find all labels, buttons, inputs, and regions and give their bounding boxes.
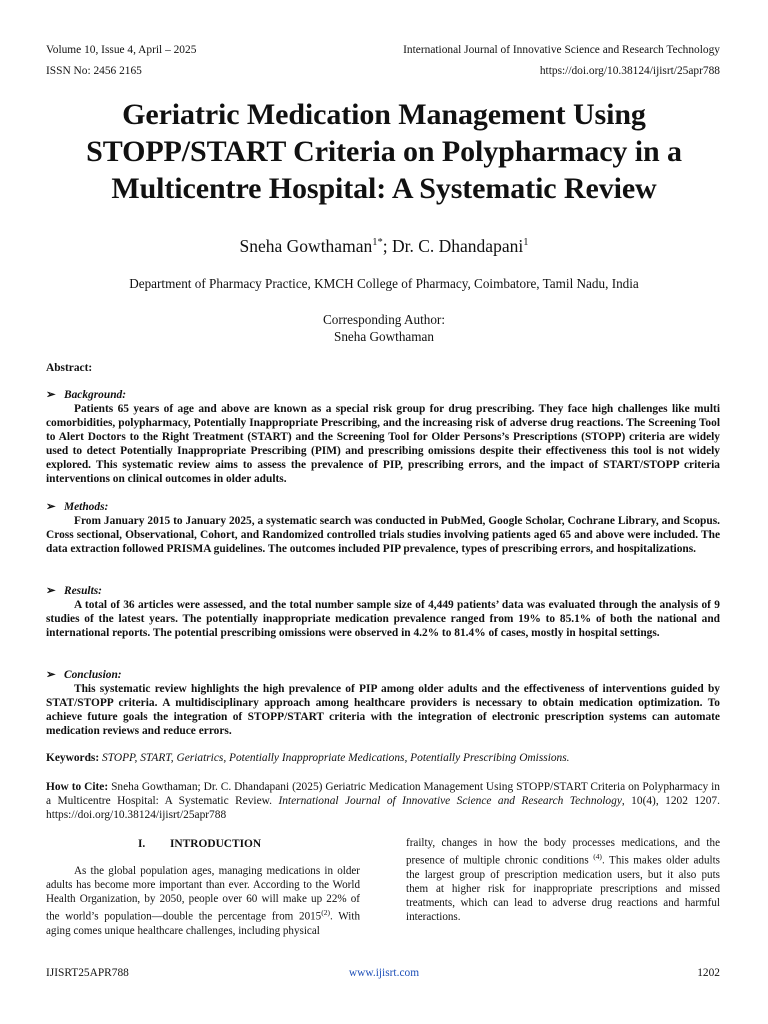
website-link[interactable]: www.ijisrt.com [348, 967, 420, 979]
intro-text: . This makes older adults the largest group of prescription medication users, but it also puts them at higher risk for inappropriate prescriptions and missed treatments, which can lead to adverse drug reactions and harmful interactions. [406, 854, 720, 923]
citation-ref: (4) [593, 852, 602, 861]
intro-text: . With aging comes unique healthcare challenges, including physical [46, 910, 360, 937]
bullet-arrow-icon: ➢ [46, 501, 56, 513]
how-to-cite [46, 780, 720, 822]
background-heading [46, 388, 126, 402]
keywords-label: Keywords: [46, 752, 100, 764]
results-text: A total of 36 articles were assessed, and the total number sample size of 4,449 patients’ data was evaluated through the analysis of 9 studies of the latest years. The potentially inappropriate medication prevalence ranged from 19% to 85.1% of both the national and international reports. The potential prescribing omissions were observed in 4.2% to 81.4% of cases, mostly in hospital settings. [46, 599, 720, 639]
author-separator: ; [382, 236, 392, 256]
page-number: 1202 [697, 967, 720, 979]
bullet-arrow-icon: ➢ [46, 389, 56, 401]
introduction-heading: INTRODUCTION [170, 838, 262, 850]
background-text: Patients 65 years of age and above are known as a special risk group for drug prescribing. They face high challenges like multi comorbidities, polypharmacy, Potentially Inappropriate Prescribing, and the increasing risk of adverse drug reactions. The Screening Tool to Alert Doctors to the Right Treatment (START) and the Screening Tool for Older Persons’s Prescriptions (STOPP) criteria are widely used to detect Potentially Inappropriate Prescribing (PIM) and prescribing omissions despite their effectiveness this tool is not widely explored. This systematic review aims to assess the prevalence of PIP, prescribing errors, and the impact of START/STOPP criteria interventions on clinical outcomes in older adults. [46, 403, 720, 485]
cite-text: Sneha Gowthaman; Dr. C. Dhandapani (2025) Geriatric Medication Management Using STOPP/START Criteria on Polypharmacy in a Multicentre Hospital: A Systematic Review. [46, 781, 721, 807]
footer-site-wrap [0, 966, 768, 980]
section-title: Results: [64, 585, 102, 597]
doi-link[interactable]: https://doi.org/10.38124/ijisrt/25apr788 [539, 65, 720, 77]
keywords-text: STOPP, START, Geriatrics, Potentially Inappropriate Medications, Potentially Prescribing Omissions. [102, 752, 570, 764]
section-title: Background: [64, 389, 127, 401]
abstract-label: Abstract: [46, 362, 93, 374]
intro-paragraph [406, 836, 720, 924]
intro-left-column [46, 864, 360, 938]
author-affiliation-mark: 1* [372, 237, 383, 249]
paper-title [40, 96, 728, 207]
issn: ISSN No: 2456 2165 [46, 65, 142, 77]
title-line: Geriatric Medication Management Using [122, 98, 646, 131]
section-title: Methods: [64, 501, 109, 513]
intro-text: As the global population ages, managing medications in older adults has become more important than ever. According to the World Health Organization, by 2050, people over 60 will make up 22% of the world’s population—double the percentage from 2015 [46, 865, 360, 923]
paper-code: IJISRT25APR788 [46, 967, 129, 979]
volume-info: Volume 10, Issue 4, April – 2025 [46, 44, 197, 56]
citation-ref: (2) [321, 908, 330, 917]
methods-heading [46, 500, 108, 514]
author-name: Sneha Gowthaman [239, 236, 373, 256]
section-title: Conclusion: [64, 669, 122, 681]
author-name: Dr. C. Dhandapani [391, 236, 524, 256]
keywords [46, 751, 720, 765]
bullet-arrow-icon: ➢ [46, 585, 56, 597]
cite-text-tail: , 10(4), 1202 1207. https://doi.org/10.38124/ijisrt/25apr788 [46, 795, 720, 821]
affiliation: Department of Pharmacy Practice, KMCH College of Pharmacy, Coimbatore, Tamil Nadu, India [129, 276, 639, 291]
corresponding-author [0, 311, 768, 345]
bullet-arrow-icon: ➢ [46, 669, 56, 681]
journal-name: International Journal of Innovative Science and Research Technology [403, 44, 720, 56]
methods-text: From January 2015 to January 2025, a systematic search was conducted in PubMed, Google Scholar, Cochrane Library, and Scopus. Cross sectional, Observational, Cohort, and Randomized controlled trials studies involving patients aged 65 and above were included. The data extraction followed PRISMA guidelines. The outcomes included PIP prevalence, types of prescribing errors, and hospitalizations. [46, 515, 720, 555]
title-line: STOPP/START Criteria on Polypharmacy in a [86, 135, 682, 168]
author-list [0, 236, 768, 257]
results-heading [46, 584, 102, 598]
intro-text: frailty, changes in how the body processes medications, and the presence of multiple chronic conditions [406, 837, 720, 867]
intro-paragraph [46, 864, 360, 938]
conclusion-heading [46, 668, 122, 682]
corresponding-label: Corresponding Author: [323, 312, 445, 327]
intro-right-column [406, 836, 720, 924]
conclusion-text: This systematic review highlights the high prevalence of PIP among older adults and the effectiveness of interventions guided by STAT/STOPP criteria. A multidisciplinary approach among healthcare providers is necessary to obtain medication optimization. To achieve future goals the integration of STOPP/START criteria with the integration of electronic prescription systems can automate medication reviews and reduce errors. [46, 683, 720, 737]
author-affiliation-mark: 1 [523, 237, 529, 249]
cite-journal: International Journal of Innovative Science and Research Technology [278, 795, 622, 807]
section-number: I. [138, 838, 146, 850]
title-line: Multicentre Hospital: A Systematic Review [111, 172, 657, 205]
cite-label: How to Cite: [46, 781, 109, 793]
corresponding-name: Sneha Gowthaman [334, 329, 434, 344]
